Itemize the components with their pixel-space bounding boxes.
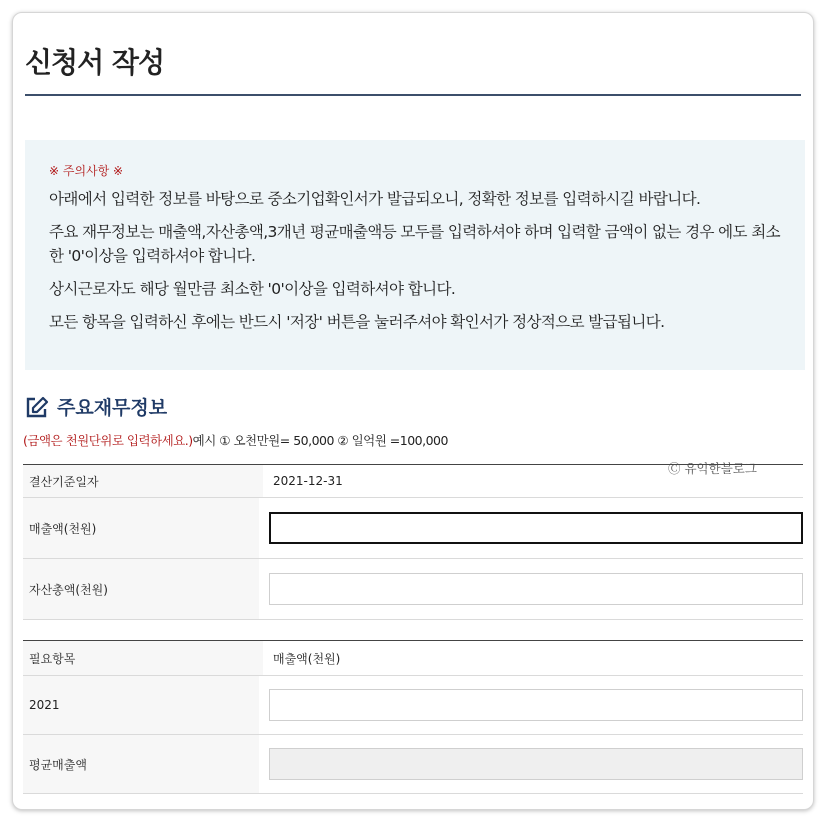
notice-line-1: 아래에서 입력한 정보를 바탕으로 중소기업확인서가 발급되오니, 정확한 정보를 입력하시길 바랍니다. xyxy=(49,190,701,208)
table-row xyxy=(23,498,803,559)
edit-icon xyxy=(25,396,49,418)
header-value: 매출액(천원) xyxy=(273,651,341,666)
settlement-date-value: 2021-12-31 xyxy=(273,474,343,488)
table-header-row xyxy=(23,641,803,676)
page-title: 신청서 작성 xyxy=(25,46,164,79)
notice-heading: ※ 주의사항 ※ xyxy=(49,164,124,178)
financial-info-table xyxy=(23,464,803,620)
table-row xyxy=(23,676,803,735)
table-row xyxy=(23,465,803,498)
sales-2021-input[interactable] xyxy=(269,689,803,721)
application-form-card xyxy=(12,12,814,810)
average-sales-table xyxy=(23,640,803,794)
row-label: 매출액(천원) xyxy=(23,498,259,558)
row-label: 자산총액(천원) xyxy=(23,559,259,619)
header-label: 필요항목 xyxy=(23,641,263,675)
total-assets-input[interactable] xyxy=(269,573,803,605)
unit-note xyxy=(23,431,448,449)
notice-line-4: 모든 항목을 입력하신 후에는 반드시 '저장' 버튼을 눌러주셔야 확인서가 정상적으로 발급됩니다. xyxy=(49,313,665,331)
notice-line-3: 상시근로자도 해당 월만큼 최소한 '0'이상을 입력하셔야 합니다. xyxy=(49,280,456,298)
sales-input[interactable] xyxy=(269,512,803,544)
row-label: 결산기준일자 xyxy=(23,465,263,497)
table-row xyxy=(23,559,803,620)
table-row xyxy=(23,735,803,794)
average-sales-input xyxy=(269,748,803,780)
unit-note-example: 예시 ① 오천만원= 50,000 ② 일억원 =100,000 xyxy=(192,433,448,448)
row-label: 2021 xyxy=(23,676,259,734)
title-divider xyxy=(25,94,801,96)
unit-note-warning: (금액은 천원단위로 입력하세요.) xyxy=(23,433,193,448)
section-header xyxy=(25,393,167,420)
notice-line-2: 주요 재무정보는 매출액,자산총액,3개년 평균매출액등 모두를 입력하셔야 하며 입력할 금액이 없는 경우 에도 최소한 '0'이상을 입력하셔야 합니다. xyxy=(49,223,781,265)
section-title: 주요재무정보 xyxy=(57,397,168,419)
notice-box xyxy=(25,140,805,370)
row-label: 평균매출액 xyxy=(23,735,259,793)
watermark: Ⓒ 유익한블로그 xyxy=(668,461,757,476)
